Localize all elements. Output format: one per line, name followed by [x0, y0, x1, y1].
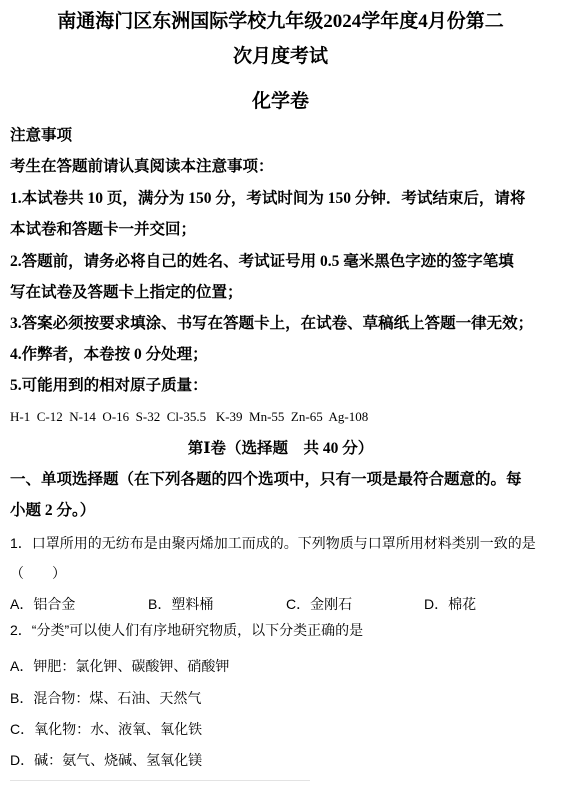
- notice-item-1-cont: 本试卷和答题卡一并交回；: [10, 221, 197, 238]
- volume-title: 第Ⅰ卷（选择题 共 40 分）: [187, 440, 374, 457]
- notice-item-1: 1.本试卷共 10 页，满分为 150 分，考试时间为 150 分钟．考试结束后，请将: [10, 190, 526, 207]
- question-2-stem: 2．“分类”可以使人们有序地研究物质，以下分类正确的是: [10, 622, 364, 638]
- part-instruction-line1: 一、单项选择题（在下列各题的四个选项中，只有一项是最符合题意的。每: [10, 471, 522, 488]
- option-b: B．塑料桶: [148, 596, 214, 612]
- option-d: D．棉花: [424, 596, 477, 612]
- notice-item-2: 2.答题前，请务必将自己的姓名、考试证号用 0.5 毫米黑色字迹的签字笔填: [10, 253, 514, 270]
- question-2-option-d: D．碱：氨气、烧碱、氢氧化镁: [10, 752, 203, 768]
- notice-item-3: 3.答案必须按要求填涂、书写在答题卡上，在试卷、草稿纸上答题一律无效；: [10, 315, 534, 332]
- exam-title-line2: 次月度考试: [232, 46, 328, 67]
- option-c: C．金刚石: [286, 596, 353, 612]
- notice-item-5: 5.可能用到的相对原子质量：: [10, 377, 208, 394]
- question-1-stem-cont: （ ）: [10, 565, 66, 581]
- notice-item-2-cont: 写在试卷及答题卡上指定的位置；: [10, 284, 243, 301]
- question-2-option-b: B．混合物：煤、石油、天然气: [10, 690, 202, 706]
- question-2-option-a: A．钾肥：氯化钾、碳酸钾、硝酸钾: [10, 658, 230, 674]
- atomic-masses: H-1 C-12 N-14 O-16 S-32 Cl-35.5 K-39 Mn-55 Zn-65 Ag-108: [10, 409, 369, 424]
- exam-title-line1: 南通海门区东洲国际学校九年级2024学年度4月份第二: [57, 11, 504, 32]
- option-a: A．铝合金: [10, 596, 76, 612]
- notice-intro: 考生在答题前请认真阅读本注意事项：: [10, 158, 274, 175]
- question-1-stem: 1．口罩所用的无纺布是由聚丙烯加工而成的。下列物质与口罩所用材料类别一致的是: [10, 535, 536, 551]
- part-instruction-line2: 小题 2 分。）: [10, 502, 96, 519]
- subject-title: 化学卷: [251, 91, 309, 112]
- question-1-options: [10, 594, 551, 614]
- notice-item-4: 4.作弊者，本卷按 0 分处理；: [10, 346, 208, 363]
- question-2-option-c: C．氧化物：水、液氧、氧化铁: [10, 721, 203, 737]
- notice-heading: 注意事项: [10, 127, 73, 144]
